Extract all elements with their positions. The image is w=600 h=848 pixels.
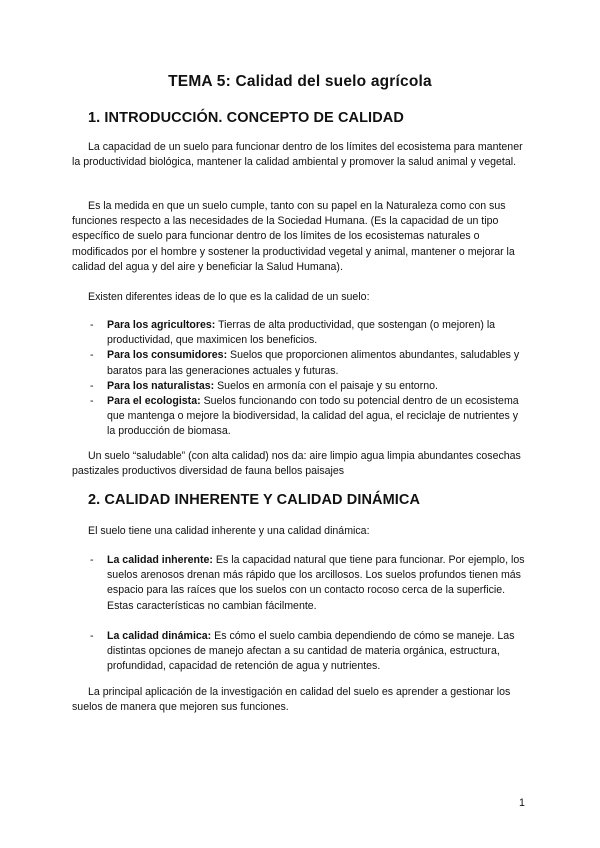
list-item-term: La calidad dinámica:: [107, 629, 212, 642]
list-item-text: Tierras de alta productividad, que sostengan (o mejoren) la productividad, que maximicen los beneficios.: [107, 319, 496, 347]
list-item-term: Para los naturalistas:: [107, 379, 215, 392]
page-number: 1: [519, 797, 525, 809]
section-1-paragraph-3: Existen diferentes ideas de lo que es la calidad de un suelo:: [88, 291, 370, 303]
list-item-text: Suelos en armonía con el paisaje y su entorno.: [214, 379, 438, 392]
stakeholder-list: [90, 318, 528, 440]
list-item: - La calidad dinámica: Es cómo el suelo cambia dependiendo de cómo se maneje. Las distintas opciones de manejo afectan a su cantidad de materia orgánica, estructura, profundidad, capacidad de retención de agua y nutrientes.: [90, 629, 515, 673]
list-item-text: Suelos funcionando con todo su potencial dentro de un ecosistema que mantenga o mejore la biodiversidad, la calidad del agua, el reciclaje de nutrientes y la producción de biomasa.: [107, 395, 519, 438]
list-item: - Para el ecologista: Suelos funcionando con todo su potencial dentro de un ecosistema que mantenga o mejore la biodiversidad, la calidad del agua, el reciclaje de nutrientes y la producción de biomasa.: [90, 395, 519, 438]
list-item-text: Es la capacidad natural que tiene para funcionar. Por ejemplo, los suelos arenosos drenan más rápido que los arcillosos. Los suelos profundos tienen más espacio para las raíces que los suelos con un contacto rocoso cerca de la superficie. Estas características no cambian fácilmente.: [107, 554, 525, 612]
list-item-text: Suelos que proporcionen alimentos abundantes, saludables y baratos para las generaciones actuales y futuras.: [107, 349, 520, 377]
section-2-paragraph-2: La principal aplicación de la investigación en calidad del suelo es aprender a gestionar los suelos de manera que mejoren sus funciones.: [72, 686, 511, 714]
list-item-text: Es cómo el suelo cambia dependiendo de cómo se maneje. Las distintas opciones de manejo afectan a su cantidad de materia orgánica, estructura, profundidad, capacidad de retención de agua y nutrientes.: [107, 629, 515, 673]
section-2-paragraph-1: El suelo tiene una calidad inherente y una calidad dinámica:: [88, 525, 370, 537]
section-2-heading: 2. CALIDAD INHERENTE Y CALIDAD DINÁMICA: [88, 492, 421, 508]
list-item-term: La calidad inherente:: [107, 554, 213, 566]
section-1-heading: 1. INTRODUCCIÓN. CONCEPTO DE CALIDAD: [88, 110, 404, 126]
section-1-paragraph-4: Un suelo “saludable” (con alta calidad) nos da: aire limpio agua limpia abundantes cosechas pastizales productivos diversidad de fauna bellos paisajes: [72, 450, 521, 478]
section-1-paragraph-1: La capacidad de un suelo para funcionar dentro de los límites del ecosistema para mantener la productividad biológica, mantener la calidad ambiental y promover la salud animal y vegetal.: [72, 141, 523, 169]
quality-types-list: [90, 553, 528, 674]
list-item: - Para los naturalistas: Suelos en armonía con el paisaje y su entorno.: [90, 379, 438, 392]
section-1-paragraph-2: Es la medida en que un suelo cumple, tanto con su papel en la Naturaleza como con sus funciones respecto a las necesidades de la Sociedad Humana. (Es la capacidad de un tipo específico de suelo para funcionar dentro de los límites de los ecosistemas naturales o modificados por el hombre y sostener la productividad vegetal y animal, mantener o mejorar la calidad del agua y del aire y beneficiar la Salud Humana).: [72, 200, 515, 273]
list-item: - Para los agricultores: Tierras de alta productividad, que sostengan (o mejoren) la productividad, que maximicen los beneficios.: [90, 319, 496, 347]
list-item-term: Para los agricultores:: [107, 319, 216, 331]
document-title: TEMA 5: Calidad del suelo agrícola: [168, 73, 432, 90]
list-item-term: Para el ecologista:: [107, 395, 201, 408]
list-item: - La calidad inherente: Es la capacidad natural que tiene para funcionar. Por ejemplo, los suelos arenosos drenan más rápido que los arcillosos. Los suelos profundos tienen más espacio para las raíces que los suelos con un contacto rocoso cerca de la superficie. Estas características no cambian fácilmente.: [90, 554, 525, 612]
list-item: - Para los consumidores: Suelos que proporcionen alimentos abundantes, saludables y baratos para las generaciones actuales y futuras.: [90, 349, 520, 377]
list-item-term: Para los consumidores:: [107, 349, 228, 362]
